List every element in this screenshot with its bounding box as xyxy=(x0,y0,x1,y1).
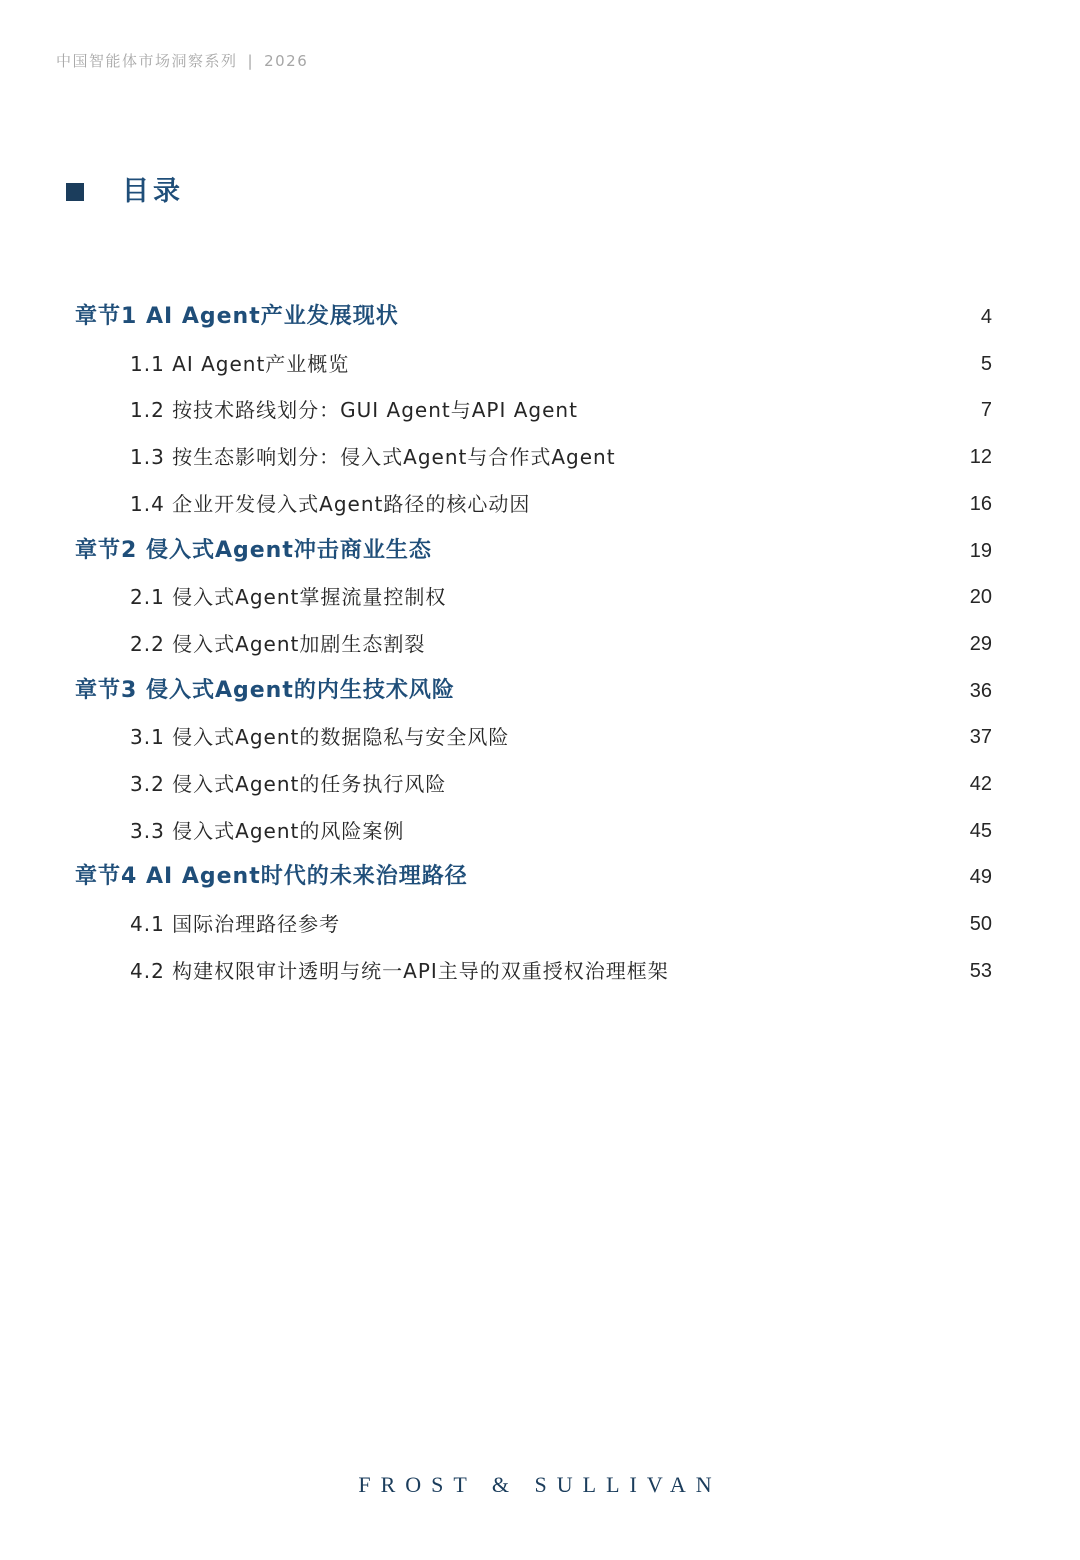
toc-chapter-label: 章节3 侵入式Agent的内生技术风险 xyxy=(75,678,455,703)
toc-page-number: 50 xyxy=(969,913,992,935)
toc-page-number: 5 xyxy=(980,353,992,375)
toc-section-label: 3.3 侵入式Agent的风险案例 xyxy=(130,819,405,843)
toc-page-number: 19 xyxy=(969,540,992,562)
toc-section-label: 3.1 侵入式Agent的数据隐私与安全风险 xyxy=(130,725,510,749)
toc-section-label: 4.1 国际治理路径参考 xyxy=(130,912,341,936)
toc-chapter-row[interactable] xyxy=(0,302,1080,332)
header-year: 2026 xyxy=(264,52,309,70)
toc-page-number: 36 xyxy=(969,680,992,702)
toc-chapter-row[interactable] xyxy=(0,536,1080,566)
toc-section-row[interactable] xyxy=(0,722,1080,752)
toc-chapter-label: 章节4 AI Agent时代的未来治理路径 xyxy=(75,864,468,889)
toc-section-row[interactable] xyxy=(0,956,1080,986)
toc-page-number: 29 xyxy=(969,633,992,655)
toc-section-row[interactable] xyxy=(0,395,1080,425)
toc-section-row[interactable] xyxy=(0,909,1080,939)
toc-page-number: 42 xyxy=(969,773,992,795)
toc-section-row[interactable] xyxy=(0,489,1080,519)
toc-page-number: 37 xyxy=(969,726,992,748)
toc-section-row[interactable] xyxy=(0,442,1080,472)
toc-page-number: 16 xyxy=(969,493,992,515)
toc-page-number: 45 xyxy=(969,820,992,842)
toc-section-row[interactable] xyxy=(0,816,1080,846)
toc-section-row[interactable] xyxy=(0,629,1080,659)
toc-page-number: 20 xyxy=(969,586,992,608)
toc-title: 目录 xyxy=(122,176,184,207)
frost-sullivan-logo: FROST & SULLIVAN xyxy=(358,1472,722,1497)
toc-chapter-row[interactable] xyxy=(0,676,1080,706)
toc-chapter-label: 章节1 AI Agent产业发展现状 xyxy=(75,304,399,329)
toc-section-label: 1.2 按技术路线划分：GUI Agent与API Agent xyxy=(130,398,578,422)
toc-chapter-label: 章节2 侵入式Agent冲击商业生态 xyxy=(75,538,432,563)
toc-section-row[interactable] xyxy=(0,582,1080,612)
toc-section-label: 2.1 侵入式Agent掌握流量控制权 xyxy=(130,585,447,609)
toc-section-label: 4.2 构建权限审计透明与统一API主导的双重授权治理框架 xyxy=(130,959,669,983)
header-series-title: 中国智能体市场洞察系列 xyxy=(56,52,238,70)
toc-section-row[interactable] xyxy=(0,769,1080,799)
toc-section-label: 3.2 侵入式Agent的任务执行风险 xyxy=(130,772,447,796)
toc-section-row[interactable] xyxy=(0,349,1080,379)
toc-page-number: 53 xyxy=(969,960,992,982)
toc-page-number: 49 xyxy=(969,866,992,888)
toc-page-number: 12 xyxy=(969,446,992,468)
toc-page-number: 7 xyxy=(980,399,992,421)
toc-section-label: 1.3 按生态影响划分：侵入式Agent与合作式Agent xyxy=(130,445,616,469)
toc-page-number: 4 xyxy=(980,306,992,328)
toc-section-label: 1.1 AI Agent产业概览 xyxy=(130,352,350,376)
header-separator: | xyxy=(247,52,255,70)
toc-section-label: 1.4 企业开发侵入式Agent路径的核心动因 xyxy=(130,492,531,516)
toc-chapter-row[interactable] xyxy=(0,862,1080,892)
toc-section-label: 2.2 侵入式Agent加剧生态割裂 xyxy=(130,632,426,656)
